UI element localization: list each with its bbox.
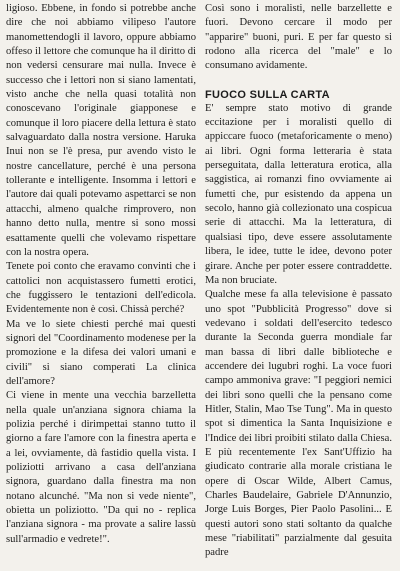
body-paragraph: Tenete poi conto che eravamo convinti che i cattolici non acquistassero fumetti erotici, che fuggissero le tentazioni dell'edicola. Evidentemente non è così. Chissà perché? <box>6 261 196 316</box>
right-column <box>205 2 392 561</box>
body-paragraph: E' sempre stato motivo di grande eccitazione per i moralisti quello di appiccare fuoco (metaforicamente o meno) ai libri. Ogni forma letteraria è stata perseguitata, dalla letteratura erotica, alla saggistica, ai romanzi fino ovviamente ai fumetti che, pur esistendo da appena un secolo, hanno già collezionato una cospicua serie di attacchi. Ma la letteratura, di qualsiasi tipo, deve essere assolutamente libera, le idee, tutte le idee, devono poter girare. Anche per poter essere contraddette. Ma non bruciate. <box>205 102 392 286</box>
left-column <box>6 2 196 547</box>
body-paragraph: Ma ve lo siete chiesti perché mai questi signori del "Coordinamento modenese per la promozione e la difesa dei valori umani e civili" si siano comperati La clinica dell'amore? <box>6 318 196 387</box>
body-paragraph: Così sono i moralisti, nelle barzellette e fuori. Devono cercare il modo per "apparire" buoni, puri. E per far questo si rodono alla ricerca del "male" e lo consumano avidamente. <box>205 3 392 72</box>
body-paragraph: Ci viene in mente una vecchia barzelletta nella quale un'anziana signora chiama la polizia perché i dirimpettai stanno tutto il giorno a fare l'amore con la finestra aperta e a lei, ovviamente, dà fastidio quella vista. I poliziotti arrivano a casa dell'anziana signora, guardano dalla finestra ma non notano alcunché. "Ma non si vede niente", obietta un poliziotto. "Da qui no - replica l'anziana signora - ma provate a salire lassù sull'armadio e vedrete!". <box>6 390 196 545</box>
section-heading: FUOCO SULLA CARTA <box>205 88 330 101</box>
body-paragraph: ligioso. Ebbene, in fondo si potrebbe anche dire che noi abbiamo vilipeso l'autore manomettendogli il lavoro, oppure abbiamo offeso il lettore che comunque ha il diritto di non vedersi censurare mai nulla. Invece è successo che i lettori non si siano lamentati, visto anche che nella quasi totalità non conoscevano l'originale giapponese e comunque il loro piacere della lettura è stato salvaguardato dalla nostra versione. Haruka Inui non se l'è presa, pur avendo visto le nostre cancellature, perché è una persona tollerante e intelligente. Insomma i lettori e l'autore dai quali potevamo aspettarci se non attacchi, almeno qualche rimprovero, non hanno detto nulla, mentre si sono mossi esattamente quelli che volevamo rispettare con la nostra opera. <box>6 3 196 258</box>
body-paragraph: Qualche mese fa alla televisione è passato uno spot "Pubblicità Progresso" dove si vedevano i soldati dell'esercito tedesco durante la Seconda guerra mondiale far man bassa di libri dalle biblioteche e accendere dei lugubri roghi. La voce fuori campo ammoniva grave: "I peggiori nemici dei libri sono quelli che la pensano come Hitler, Stalin, Mao Tse Tung". Ma in questo spot si dimentica la Santa Inquisizione e l'Indice dei libri proibiti stilato dalla Chiesa. <box>205 289 392 444</box>
body-paragraph: E più recentemente l'ex Sant'Uffizio ha giudicato contrarie alla morale cristiana le opere di Oscar Wilde, Albert Camus, Charles Baudelaire, Gabriele D'Annunzio, Jorge Luis Borges, Pier Paolo Pasolini... E questi autori sono stati soltanto da qualche mese "riabilitati" parzialmente dal gesuita padre <box>205 446 392 559</box>
